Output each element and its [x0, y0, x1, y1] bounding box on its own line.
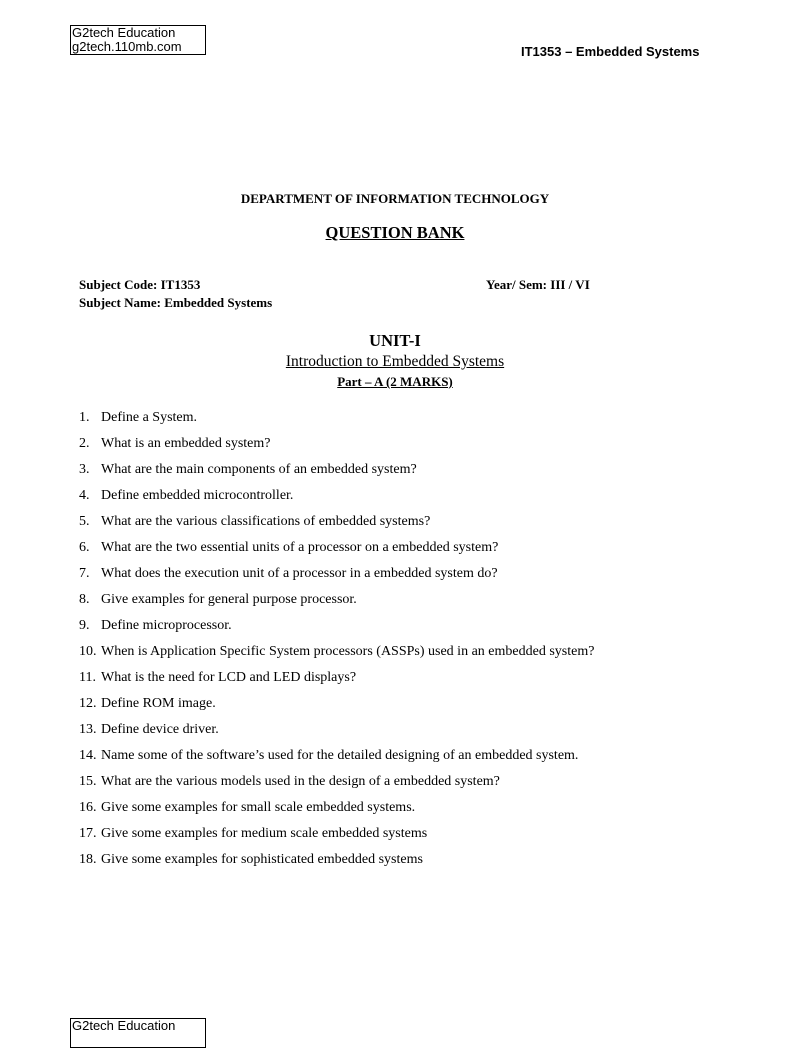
question-bank-title: QUESTION BANK — [325, 223, 465, 242]
subject-name: Subject Name: Embedded Systems — [79, 295, 273, 310]
question-text: Define ROM image. — [101, 696, 216, 711]
question-number: 9. — [79, 618, 90, 633]
question-item — [79, 826, 594, 852]
question-item — [79, 514, 594, 540]
question-number: 13. — [79, 722, 97, 737]
question-item — [79, 748, 594, 774]
question-number: 2. — [79, 436, 90, 451]
question-item — [79, 566, 594, 592]
question-text: Give some examples for small scale embedded systems. — [101, 800, 416, 815]
department-title: DEPARTMENT OF INFORMATION TECHNOLOGY — [240, 191, 550, 206]
question-number: 5. — [79, 514, 90, 529]
question-number: 18. — [79, 852, 97, 867]
question-number: 14. — [79, 748, 97, 763]
question-item — [79, 800, 594, 826]
question-text: Define microprocessor. — [101, 618, 232, 633]
question-text: What does the execution unit of a processor in a embedded system do? — [101, 566, 498, 581]
course-title: IT1353 – Embedded Systems — [521, 44, 700, 59]
question-text: Give examples for general purpose processor. — [101, 592, 357, 607]
question-text: Name some of the software’s used for the detailed designing of an embedded system. — [101, 748, 579, 763]
question-text: What are the various classifications of embedded systems? — [101, 514, 431, 529]
question-number: 11. — [79, 670, 96, 685]
footer-brand-box — [70, 1018, 206, 1048]
question-item — [79, 852, 594, 878]
question-item — [79, 618, 594, 644]
question-number: 17. — [79, 826, 97, 841]
question-item — [79, 722, 594, 748]
subject-code: Subject Code: IT1353 — [79, 277, 201, 292]
question-number: 8. — [79, 592, 90, 607]
question-text: Define embedded microcontroller. — [101, 488, 294, 503]
question-number: 3. — [79, 462, 90, 477]
question-item — [79, 774, 594, 800]
question-item — [79, 540, 594, 566]
unit-title: Introduction to Embedded Systems — [285, 353, 505, 370]
question-text: What are the main components of an embedded system? — [101, 462, 417, 477]
question-text: What are the two essential units of a processor on a embedded system? — [101, 540, 499, 555]
question-item — [79, 410, 594, 436]
unit-label: UNIT-I — [369, 331, 421, 350]
question-item — [79, 696, 594, 722]
question-number: 6. — [79, 540, 90, 555]
question-text: Give some examples for sophisticated embedded systems — [101, 852, 423, 867]
question-item — [79, 436, 594, 462]
question-number: 16. — [79, 800, 97, 815]
header-brand-box — [70, 25, 206, 55]
year-sem: Year/ Sem: III / VI — [486, 277, 590, 292]
brand-name: G2tech Education — [72, 25, 176, 40]
question-number: 12. — [79, 696, 97, 711]
question-number: 10. — [79, 644, 97, 659]
question-item — [79, 592, 594, 618]
question-number: 1. — [79, 410, 90, 425]
part-heading: Part – A (2 MARKS) — [337, 374, 453, 389]
question-item — [79, 488, 594, 514]
question-text: Define device driver. — [101, 722, 219, 737]
question-item — [79, 670, 594, 696]
question-text: When is Application Specific System processors (ASSPs) used in an embedded system? — [101, 644, 595, 659]
question-text: What is an embedded system? — [101, 436, 271, 451]
question-number: 15. — [79, 774, 97, 789]
question-text: Define a System. — [101, 410, 198, 425]
question-item — [79, 462, 594, 488]
brand-url: g2tech.110mb.com — [72, 39, 182, 54]
question-text: What is the need for LCD and LED displays? — [101, 670, 357, 685]
question-list — [79, 410, 594, 878]
question-item — [79, 644, 594, 670]
question-number: 7. — [79, 566, 90, 581]
question-text: What are the various models used in the design of a embedded system? — [101, 774, 500, 789]
question-number: 4. — [79, 488, 90, 503]
question-text: Give some examples for medium scale embedded systems — [101, 826, 428, 841]
footer-brand-name: G2tech Education — [72, 1018, 176, 1033]
